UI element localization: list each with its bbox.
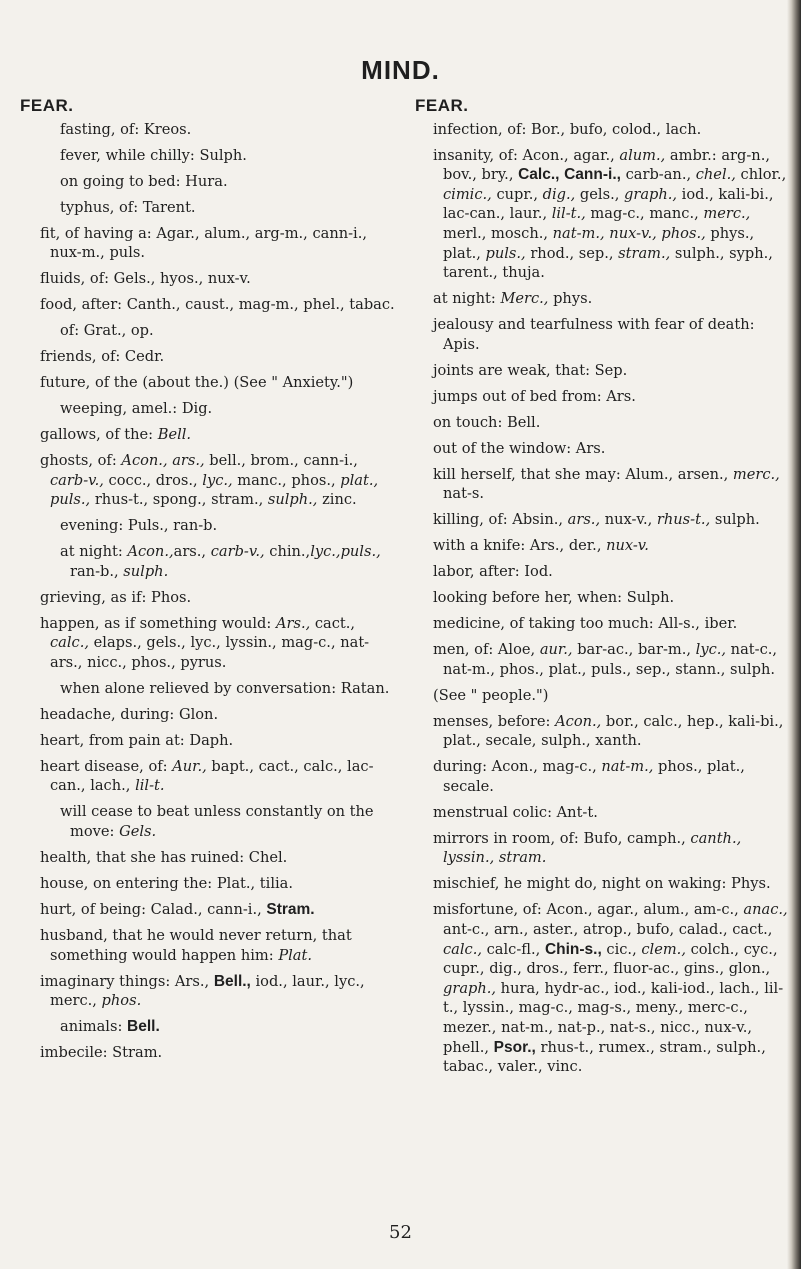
entry-text: evening: Puls., ran-b. [60, 517, 218, 535]
entry-text: imbecile: Stram. [40, 1044, 163, 1062]
entry-text: iod., kali-bi., lac-can., laur., [443, 185, 774, 223]
entry-text: jumps out of bed from: Ars. [433, 387, 636, 405]
entry-text: rhod., sep., [525, 244, 619, 262]
sub-rubric-entry [20, 172, 395, 192]
entry-text: killing, of: Absin., [433, 511, 568, 529]
rubric-entry [415, 712, 793, 751]
entry-text: rhus-t., spong., stram., [90, 491, 268, 509]
entry-text: food, after: Canth., caust., mag-m., phel., tabac. [40, 296, 395, 314]
sub-rubric-entry [20, 679, 395, 699]
rubric-entry [415, 640, 793, 679]
right-column [415, 96, 793, 1083]
entry-text: typhus, of: Tarent. [60, 198, 196, 216]
sub-rubric-entry [20, 802, 395, 841]
italic-remedy: Aur., [172, 757, 207, 775]
entry-text: when alone relieved by conversation: Ratan. [60, 679, 390, 697]
entry-text: rhus-t., rumex., stram., sulph., tabac., valer., vinc. [443, 1038, 766, 1076]
entry-text: ambr.: arg-n., bov., bry., [443, 146, 770, 184]
entry-text: misfortune, of: Acon., agar., alum., am-c., [433, 901, 744, 919]
entry-text: at night: [433, 290, 501, 308]
italic-remedy: calc., [443, 940, 482, 958]
italic-remedy: Acon., [555, 712, 602, 730]
rubric-entry [20, 874, 395, 894]
entry-text: calc-fl., [482, 940, 545, 958]
entry-text: sulph. [710, 511, 760, 529]
rubric-entry [20, 705, 395, 725]
sub-rubric-entry [415, 757, 793, 796]
entry-text: of: Grat., op. [60, 322, 154, 340]
italic-remedy: Acon., [127, 543, 174, 561]
rubric-entry [415, 562, 793, 582]
rubric-entry [20, 425, 395, 445]
sub-rubric-entry [20, 146, 395, 166]
bold-remedy: Bell., [213, 972, 251, 990]
italic-remedy: Acon., ars., [121, 452, 205, 469]
entry-text: elaps., gels., lyc., lyssin., mag-c., nat-ars., nicc., phos., pyrus. [50, 634, 370, 671]
italic-remedy: chel., [695, 166, 736, 184]
italic-remedy: anac., [743, 901, 788, 919]
italic-remedy: nux-v. [606, 537, 649, 555]
italic-remedy: carb-v., [210, 543, 265, 561]
entry-text: bar-ac., bar-m., [572, 641, 696, 659]
italic-remedy: lil-t., [551, 205, 586, 223]
italic-remedy: lyc., [695, 641, 727, 659]
entry-text: joints are weak, that: Sep. [433, 361, 628, 379]
italic-remedy: graph., [443, 979, 497, 997]
rubric-entry [415, 900, 793, 1076]
sub-rubric-entry [415, 536, 793, 556]
italic-remedy: merc., [703, 205, 751, 223]
entry-text: will cease to beat unless constantly on the move: [60, 803, 374, 841]
left-column [20, 96, 395, 1069]
entry-text: nat-s. [443, 485, 485, 503]
bold-remedy: Psor., [493, 1038, 536, 1056]
sub-rubric-entry [415, 439, 793, 459]
entry-text: at night: [60, 543, 128, 561]
rubric-entry [20, 926, 395, 965]
rubric-entry [20, 347, 395, 367]
page-number: 52 [389, 1222, 412, 1243]
rubric-entry [415, 588, 793, 608]
sub-rubric-entry [20, 1017, 395, 1037]
rubric-entry [415, 614, 793, 634]
sub-rubric-entry [20, 198, 395, 218]
rubric-entry [415, 803, 793, 823]
sub-rubric-entry [415, 289, 793, 309]
entry-text: sulph., syph., tarent., thuja. [443, 244, 773, 282]
rubric-entry [20, 614, 395, 673]
entry-text: animals: [60, 1018, 128, 1036]
italic-remedy: alum., [619, 146, 666, 164]
entry-text: merl., mosch., [443, 224, 553, 242]
rubric-entry [20, 757, 395, 796]
sub-rubric-entry [415, 413, 793, 433]
rubric-entry [415, 829, 793, 868]
entry-text: kill herself, that she may: Alum., arsen., [433, 465, 733, 483]
entry-text: grieving, as if: Phos. [40, 588, 192, 606]
entry-text: friends, of: Cedr. [40, 348, 165, 366]
entry-text: cic., [601, 940, 642, 958]
italic-remedy: canth., lyssin., stram. [443, 829, 742, 867]
entry-text: jealousy and tearfulness with fear of death: Apis. [433, 316, 755, 353]
right-entries [415, 120, 793, 1077]
entry-text: manc., phos., [232, 471, 341, 489]
left-column-heading: FEAR. [20, 96, 74, 115]
italic-remedy: graph., [624, 185, 678, 203]
entry-text: phos., plat., secale. [443, 758, 745, 795]
entry-text: bell., brom., cann-i., [204, 452, 358, 469]
left-entries [20, 120, 395, 1063]
entry-text: medicine, of taking too much: All-s., iber. [433, 615, 738, 633]
entry-text: cupr., [491, 185, 543, 203]
italic-remedy: sulph., [267, 491, 318, 509]
bold-remedy: Calc., [518, 166, 560, 184]
italic-remedy: Ars., [275, 614, 311, 632]
entry-text: imaginary things: Ars., [40, 972, 214, 990]
entry-text: ant-c., arn., aster., atrop., bufo, calad., cact., [443, 920, 773, 938]
entry-text: out of the window: Ars. [433, 439, 606, 457]
bold-remedy: Stram. [266, 900, 315, 918]
entry-text: mirrors in room, of: Bufo, camph., [433, 829, 691, 847]
entry-text: on going to bed: Hura. [60, 172, 228, 190]
entry-text: mag-c., manc., [585, 205, 704, 223]
entry-text: on touch: Bell. [433, 413, 541, 431]
entry-text: during: Acon., mag-c., [433, 758, 602, 776]
italic-remedy: lyc., [202, 471, 233, 489]
bold-remedy: Chin-s., [544, 940, 602, 958]
rubric-entry [20, 295, 395, 315]
rubric-entry [20, 373, 395, 393]
right-column-heading: FEAR. [415, 96, 469, 115]
italic-remedy: dig., [542, 185, 576, 203]
italic-remedy: Plat. [278, 946, 313, 964]
entry-text: (See " people.") [433, 686, 549, 704]
entry-text: house, on entering the: Plat., tilia. [40, 874, 294, 892]
entry-text: husband, that he would never return, that something would happen him: [40, 926, 352, 964]
bold-remedy: Cann-i., [564, 166, 621, 184]
entry-text: health, that she has ruined: Chel. [40, 849, 288, 866]
italic-remedy: cimic., [443, 185, 492, 203]
italic-remedy: lyc.,puls., [310, 543, 381, 561]
rubric-entry [20, 269, 395, 289]
entry-text: fever, while chilly: Sulph. [60, 146, 247, 164]
italic-remedy: lil-t. [135, 777, 165, 795]
entry-text: nat-c., nat-m., phos., plat., puls., sep., stann., sulph. [443, 641, 778, 678]
entry-text: ran-b., [70, 562, 124, 580]
entry-text: ars., [173, 543, 211, 561]
entry-text: weeping, amel.: Dig. [60, 400, 213, 418]
rubric-entry [20, 224, 395, 263]
italic-remedy: merc., [732, 465, 780, 483]
sub-rubric-entry [415, 686, 793, 706]
italic-remedy: Gels. [119, 823, 157, 841]
entry-text: gels., [575, 185, 624, 203]
rubric-entry [415, 874, 793, 894]
entry-text: fit, of having a: Agar., alum., arg-m., cann-i., nux-m., puls. [40, 224, 367, 262]
italic-remedy: phos. [101, 992, 142, 1010]
entry-text: phys. [548, 290, 593, 308]
entry-text: chin., [264, 543, 311, 561]
rubric-entry [415, 387, 793, 407]
rubric-entry [20, 900, 395, 920]
rubric-entry [20, 588, 395, 608]
italic-remedy: nat-m., [601, 758, 654, 776]
rubric-entry [20, 731, 395, 751]
entry-text: future, of the (about the.) (See " Anxiety.") [40, 374, 354, 392]
entry-text: infection, of: Bor., bufo, colod., lach. [433, 120, 702, 138]
rubric-entry [415, 510, 793, 530]
entry-text: headache, during: Glon. [40, 705, 219, 723]
italic-remedy: clem., [641, 940, 686, 958]
rubric-entry [415, 361, 793, 381]
entry-text: bor., calc., hep., kali-bi., plat., secale, sulph., xanth. [443, 712, 784, 750]
entry-text: ghosts, of: [40, 452, 122, 469]
rubric-entry [20, 451, 395, 510]
entry-text: phys., plat., [443, 224, 755, 262]
entry-text: hurt, of being: Calad., cann-i., [40, 900, 267, 918]
rubric-entry [20, 972, 395, 1011]
entry-text: cact., [310, 614, 356, 632]
rubric-entry [415, 465, 793, 504]
entry-text: fasting, of: Kreos. [60, 120, 192, 138]
entry-text: zinc. [317, 491, 357, 509]
sub-rubric-entry [20, 399, 395, 419]
italic-remedy: rhus-t., [656, 511, 711, 529]
entry-text: men, of: Aloe, [433, 641, 540, 659]
entry-text: nux-v., [600, 511, 657, 529]
rubric-entry [20, 848, 395, 868]
entry-text: with a knife: Ars., der., [433, 537, 607, 555]
entry-text: iod., laur., lyc., merc., [50, 972, 365, 1010]
rubric-entry [415, 146, 793, 283]
entry-text: mischief, he might do, night on waking: Phys. [433, 875, 771, 893]
sub-rubric-entry [20, 516, 395, 536]
bold-remedy: Bell. [127, 1018, 160, 1036]
italic-remedy: Merc., [500, 290, 549, 308]
italic-remedy: plat., puls., [50, 471, 379, 509]
italic-remedy: nat-m., nux-v., phos., [552, 224, 706, 242]
entry-text: heart disease, of: [40, 757, 173, 775]
entry-text: labor, after: Iod. [433, 563, 553, 581]
entry-text: menses, before: [433, 712, 556, 730]
entry-text: insanity, of: Acon., agar., [433, 146, 620, 164]
entry-text: menstrual colic: Ant-t. [433, 803, 598, 821]
italic-remedy: ars., [567, 511, 601, 529]
sub-rubric-entry [20, 542, 395, 581]
entry-text: gallows, of the: [40, 426, 158, 444]
entry-text: happen, as if something would: [40, 614, 276, 632]
italic-remedy: Bell. [157, 426, 192, 444]
sub-rubric-entry [20, 120, 395, 140]
rubric-entry [20, 1043, 395, 1063]
entry-text: fluids, of: Gels., hyos., nux-v. [40, 270, 251, 288]
italic-remedy: aur., [539, 641, 573, 659]
page-header: MIND. [361, 55, 440, 85]
italic-remedy: carb-v., [50, 471, 104, 489]
entry-text: hura, hydr-ac., iod., kali-iod., lach., lil-t., lyssin., mag-c., mag-s., meny., merc-c., mezer., nat-m., nat-p., nat-s., nicc., nux-v., phell., [443, 979, 784, 1056]
entry-text: chlor., [735, 166, 787, 184]
italic-remedy: puls., [485, 244, 526, 262]
entry-text: colch., cyc., cupr., dig., dros., ferr., fluor-ac., gins., glon., [443, 940, 778, 978]
italic-remedy: sulph. [123, 562, 169, 580]
italic-remedy: stram., [618, 244, 671, 262]
entry-text: bapt., cact., calc., lac-can., lach., [50, 757, 374, 795]
italic-remedy: calc., [50, 634, 89, 652]
entry-text: heart, from pain at: Daph. [40, 731, 234, 749]
entry-text: cocc., dros., [103, 471, 203, 489]
rubric-entry [415, 315, 793, 354]
entry-text: carb-an., [620, 166, 696, 184]
entry-text: looking before her, when: Sulph. [433, 589, 675, 607]
rubric-entry [415, 120, 793, 140]
sub-rubric-entry [20, 321, 395, 341]
